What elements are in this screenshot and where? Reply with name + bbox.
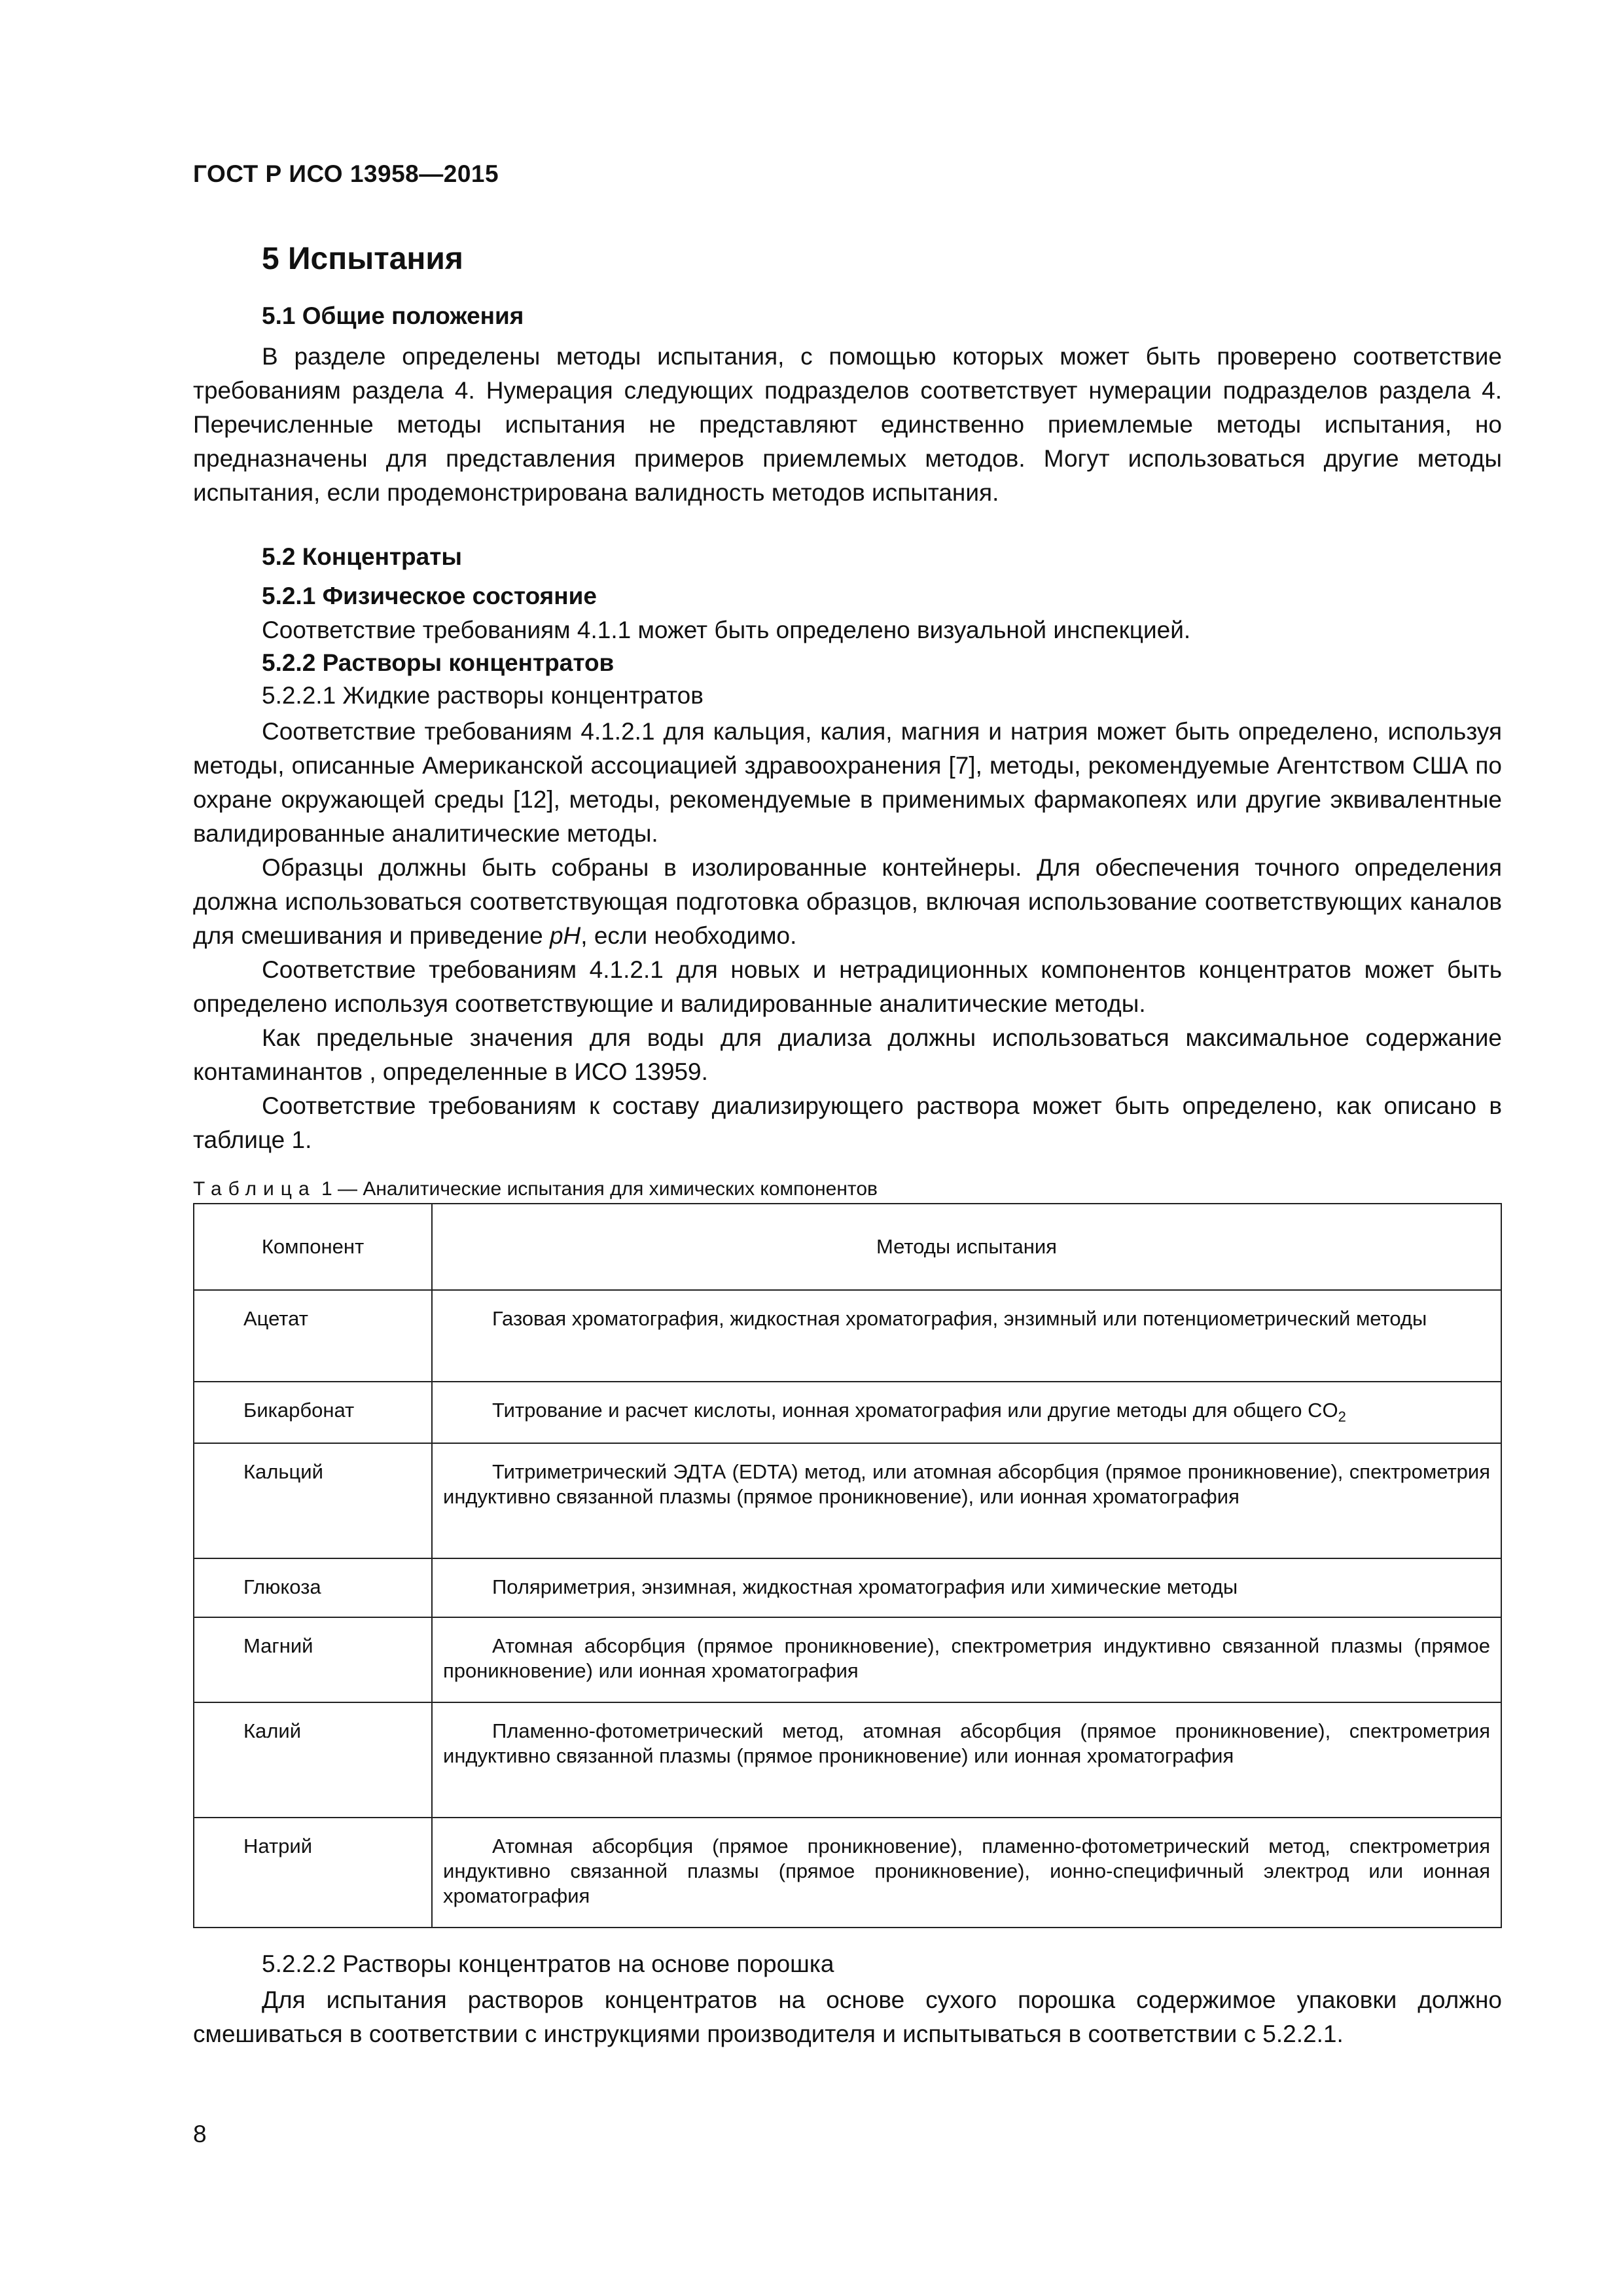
cell-methods-text: Титрование и расчет кислоты, ионная хроматография или другие методы для общего CO	[492, 1399, 1338, 1422]
subsection-title-5-2-2-1: 5.2.2.1 Жидкие растворы концентратов	[262, 682, 704, 709]
cell-methods	[432, 1382, 1501, 1443]
table-row	[194, 1558, 1501, 1617]
cell-methods: Атомная абсорбция (прямое проникновение), спектрометрия индуктивно связанной плазмы (прямое проникновение) или ионная хроматография	[432, 1617, 1501, 1702]
table-row	[194, 1702, 1501, 1818]
table-row	[194, 1443, 1501, 1558]
subsection-title-5-2-2-2: 5.2.2.2 Растворы концентратов на основе порошка	[262, 1950, 834, 1977]
cell-component: Бикарбонат	[194, 1382, 432, 1443]
cell-methods: Пламенно-фотометрический метод, атомная абсорбция (прямое проникновение), спектрометрия индуктивно связанной плазмы (прямое проникновение) или ионная хроматография	[432, 1702, 1501, 1818]
cell-methods: Газовая хроматография, жидкостная хроматография, энзимный или потенциометрический методы	[432, 1290, 1501, 1382]
cell-methods: Поляриметрия, энзимная, жидкостная хроматография или химические методы	[432, 1558, 1501, 1617]
cell-methods: Атомная абсорбция (прямое проникновение), пламенно-фотометрический метод, спектрометрия индуктивно связанной плазмы (прямое проникновение), ионно-специфичный электрод или ионная хроматография	[432, 1818, 1501, 1928]
cell-component: Натрий	[194, 1818, 432, 1928]
section-title: 5 Испытания	[262, 242, 463, 276]
document-code: ГОСТ Р ИСО 13958—2015	[193, 160, 499, 187]
column-header-component: Компонент	[194, 1204, 432, 1290]
table-row	[194, 1290, 1501, 1382]
paragraph-5-2-2-1-e: Соответствие требованиям к составу диализирующего раствора может быть определено, как описано в таблице 1.	[193, 1092, 1502, 1153]
paragraph-5-2-1: Соответствие требованиям 4.1.1 может быть определено визуальной инспекцией.	[262, 617, 1191, 643]
table-caption	[193, 1178, 878, 1200]
paragraph-5-2-2-2: Для испытания растворов концентратов на основе сухого порошка содержимое упаковки должно смешиваться в соответствии с инструкциями производителя и испытываться в соответствии с 5.2.2.1.	[193, 1986, 1502, 2047]
table-row	[194, 1818, 1501, 1928]
paragraph-text: Образцы должны быть собраны в изолированные контейнеры. Для обеспечения точного определения должна использоваться соответствующая подготовка образцов, включая использование соответствующих каналов для смешивания и приведение	[193, 854, 1502, 949]
paragraph-5-2-2-1-a: Соответствие требованиям 4.1.2.1 для кальция, калия, магния и натрия может быть определено, используя методы, описанные Американской ассоциацией здравоохранения [7], методы, рекомендуемые Агентством США по охране окружающей среды [12], методы, рекомендуемые в применимых фармакопеях или другие эквивалентные валидированные аналитические методы.	[193, 718, 1502, 847]
paragraph-5-2-2-1-d: Как предельные значения для воды для диализа должны использоваться максимальное содержание контаминантов , определенные в ИСО 13959.	[193, 1024, 1502, 1085]
column-header-methods: Методы испытания	[432, 1204, 1501, 1290]
paragraph-5-1: В разделе определены методы испытания, с помощью которых может быть проверено соответствие требованиям раздела 4. Нумерация следующих подразделов соответствует нумерации подразделов раздела 4. Перечисленные методы испытания не представляют единственно приемлемые методы испытания, но предназначены для представления примеров приемлемых методов. Могут использоваться другие методы испытания, если продемонстрирована валидность методов испытания.	[193, 343, 1502, 506]
subsection-title-5-2: 5.2 Концентраты	[262, 543, 462, 570]
ph-term: pH	[549, 922, 581, 949]
subsection-title-5-2-2: 5.2.2 Растворы концентратов	[262, 649, 615, 676]
cell-component: Глюкоза	[194, 1558, 432, 1617]
subsection-title-5-1: 5.1 Общие положения	[262, 302, 524, 329]
page-number: 8	[193, 2121, 207, 2147]
table-header-row	[194, 1204, 1501, 1290]
table-caption-text: 1 — Аналитические испытания для химических компонентов	[321, 1178, 878, 1200]
paragraph-5-2-2-1-c: Соответствие требованиям 4.1.2.1 для новых и нетрадиционных компонентов концентратов может быть определено используя соответствующие и валидированные аналитические методы.	[193, 956, 1502, 1017]
subsection-title-5-2-1: 5.2.1 Физическое состояние	[262, 583, 597, 609]
cell-component: Магний	[194, 1617, 432, 1702]
cell-methods: Титриметрический ЭДТА (EDTA) метод, или атомная абсорбция (прямое проникновение), спектрометрия индуктивно связанной плазмы (прямое проникновение), или ионная хроматография	[432, 1443, 1501, 1558]
paragraph-5-2-2-1-b	[193, 851, 1502, 953]
table-caption-word: Таблица	[193, 1178, 316, 1200]
paragraph-text: , если необходимо.	[580, 922, 797, 949]
cell-component: Кальций	[194, 1443, 432, 1558]
analytical-tests-table	[193, 1203, 1502, 1928]
cell-component: Ацетат	[194, 1290, 432, 1382]
subscript: 2	[1338, 1408, 1346, 1426]
table-row	[194, 1382, 1501, 1443]
table-row	[194, 1617, 1501, 1702]
cell-component: Калий	[194, 1702, 432, 1818]
